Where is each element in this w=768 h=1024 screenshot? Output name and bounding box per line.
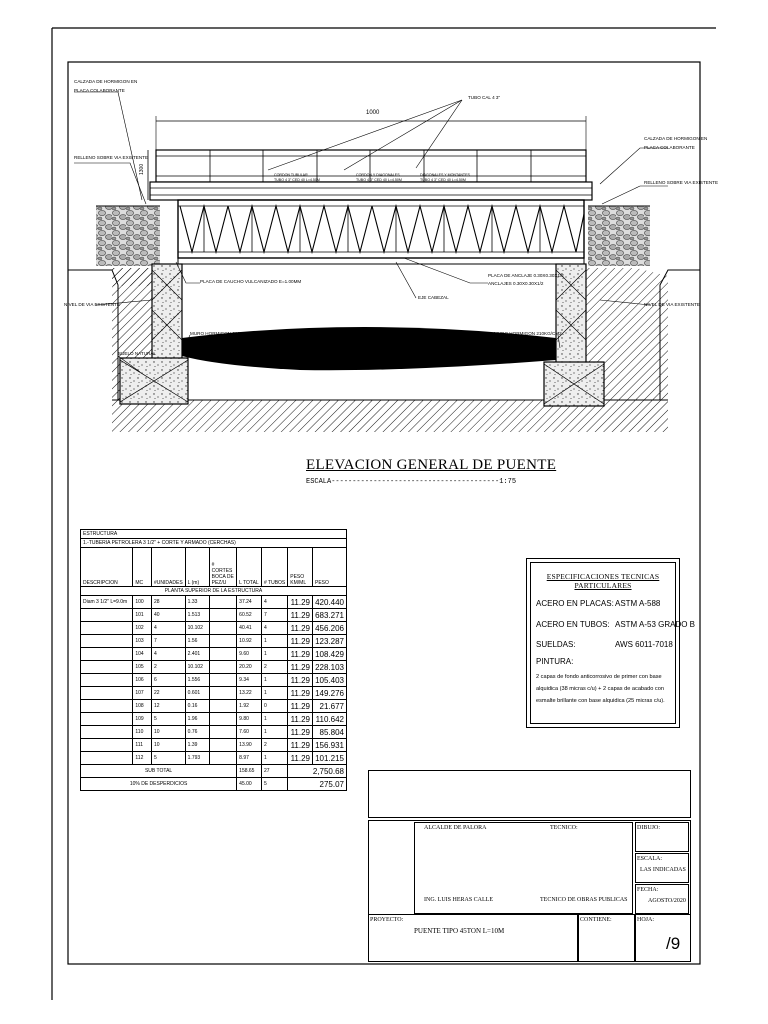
table-cell: [209, 752, 237, 765]
row-description: [81, 609, 133, 622]
table-cell: 11.29: [288, 752, 313, 765]
table-row: [81, 635, 347, 648]
table-header-row: [81, 548, 347, 587]
table-cell: 149.276: [313, 687, 347, 700]
specifications-inner: [530, 562, 696, 724]
table-cell: 13.90: [237, 739, 262, 752]
table-cell: 0.76: [185, 726, 209, 739]
table-cell: 4: [152, 622, 186, 635]
table-cell: 10.92: [237, 635, 262, 648]
table-cell: [209, 635, 237, 648]
table-cell: 6: [152, 674, 186, 687]
col-header: # CORTES BOCA DE PEZ/U: [209, 548, 237, 587]
table-cell: [209, 687, 237, 700]
table-cell: 106: [133, 674, 152, 687]
alcalde-label: ALCALDE DE PALORA: [424, 825, 487, 831]
drawing-title: ELEVACION GENERAL DE PUENTE: [306, 457, 557, 473]
total-label: 10% DE DESPERDICIOS: [81, 778, 237, 791]
col-header: L TOTAL: [237, 548, 262, 587]
table-cell: 1: [261, 648, 287, 661]
label-cordon-1: [274, 174, 320, 182]
table-cell: 13.22: [237, 687, 262, 700]
total-ltotal: 158.65: [237, 765, 262, 778]
label-placa-caucho: PLACA DE CAUCHO VULCANIZADO E=1.00MM: [200, 279, 302, 284]
label-line: DIAGONALES Y MONTANTES: [420, 173, 470, 177]
table-cell: 10: [152, 739, 186, 752]
table-cell: 111: [133, 739, 152, 752]
table-cell: 1.39: [185, 739, 209, 752]
table-cell: [209, 648, 237, 661]
table-cell: 9.80: [237, 713, 262, 726]
spec-label: SUELDAS:: [536, 640, 576, 649]
spec-label: ACERO EN TUBOS:: [536, 620, 610, 629]
table-cell: 1.793: [185, 752, 209, 765]
label-line: CALZADA DE HORMIGON EN: [74, 79, 138, 84]
table-cell: [209, 674, 237, 687]
col-header: L (m): [185, 548, 209, 587]
table-cell: 10.102: [185, 622, 209, 635]
table-cell: 2: [152, 661, 186, 674]
table-cell: 7: [152, 635, 186, 648]
row-description: Diam 3 1/2" L=9.0m: [81, 596, 133, 609]
total-ltotal: 45.00: [237, 778, 262, 791]
ing-name: ING. LUIS HERAS CALLE: [424, 897, 493, 903]
label-line: PLACA DE ANCLAJE 0.30X0.30X1/2: [488, 273, 564, 278]
label-relleno-right: RELLENO SOBRE VIA EXISTENTE: [644, 180, 719, 185]
row-description: [81, 687, 133, 700]
row-description: [81, 648, 133, 661]
table-cell: 1.56: [185, 635, 209, 648]
table-row: [81, 752, 347, 765]
table-cell: [209, 726, 237, 739]
span-dimension: 1000: [366, 110, 380, 116]
table-cell: 40: [152, 609, 186, 622]
table-cell: 4: [261, 622, 287, 635]
label-tubo: TUBO CAL 4 3": [468, 95, 501, 100]
table-cell: 110: [133, 726, 152, 739]
total-tubos: 27: [261, 765, 287, 778]
table-cell: 11.29: [288, 739, 313, 752]
fecha-value: AGOSTO/2020: [648, 898, 686, 904]
row-description: [81, 713, 133, 726]
table-row: [81, 700, 347, 713]
row-description: [81, 622, 133, 635]
table-cell: 2.401: [185, 648, 209, 661]
table-row: [81, 661, 347, 674]
table-cell: 105: [133, 661, 152, 674]
row-description: [81, 752, 133, 765]
table-cell: 101: [133, 609, 152, 622]
table-cell: 11.29: [288, 648, 313, 661]
table-cell: 20.20: [237, 661, 262, 674]
table-cell: 1.92: [237, 700, 262, 713]
table-cell: 103: [133, 635, 152, 648]
table-cell: 100: [133, 596, 152, 609]
label-cordon-3: [420, 174, 470, 182]
table-cell: 123.287: [313, 635, 347, 648]
label-line: ANCLAJES 0.30X0.30X1/2: [488, 280, 544, 286]
table-cell: 7.60: [237, 726, 262, 739]
total-label: SUB TOTAL: [81, 765, 237, 778]
col-header: # TUBOS: [261, 548, 287, 587]
table-cell: 12: [152, 700, 186, 713]
quantity-table: [80, 529, 347, 791]
table-cell: 28: [152, 596, 186, 609]
table-cell: 37.24: [237, 596, 262, 609]
table-cell: 2: [261, 661, 287, 674]
table-cell: 109: [133, 713, 152, 726]
proyecto-value: PUENTE TIPO 45TON L=10M: [414, 927, 505, 935]
row-description: [81, 739, 133, 752]
row-description: [81, 635, 133, 648]
label-suelo: SUELO NATURAL: [118, 351, 156, 356]
table-row: [81, 726, 347, 739]
table-cell: 7: [261, 609, 287, 622]
row-description: [81, 726, 133, 739]
label-line: TUBO 4 3" CED 40 L=4.50M: [356, 177, 402, 182]
label-muro-left: MURO HORMIGON 210KG/CM2: [190, 331, 258, 336]
table-cell: 108: [133, 700, 152, 713]
table-cell: [209, 609, 237, 622]
table-cell: 110.642: [313, 713, 347, 726]
spec-label: ACERO EN PLACAS:: [536, 599, 614, 608]
table-cell: 105.403: [313, 674, 347, 687]
table-cell: 1: [261, 752, 287, 765]
dibujo-label: DIBUJO:: [637, 825, 661, 831]
label-line: TUBO 4 3" CED 40 L=4.50M: [274, 177, 320, 182]
table-cell: 1.33: [185, 596, 209, 609]
table-cell: 2: [261, 739, 287, 752]
table-cell: 0.601: [185, 687, 209, 700]
table-cell: 11.29: [288, 622, 313, 635]
col-header: DESCRIPCION: [81, 548, 133, 587]
scale-value: 1:75: [499, 478, 517, 486]
spec-value: ASTM A-53 GRADO B: [615, 620, 696, 629]
table-cell: 11.29: [288, 687, 313, 700]
table-cell: 11.29: [288, 674, 313, 687]
row-description: [81, 661, 133, 674]
table-cell: 40.41: [237, 622, 262, 635]
table-cell: 11.29: [288, 661, 313, 674]
subtotal-row: [81, 765, 347, 778]
table-cell: 1: [261, 726, 287, 739]
table-cell: 456.206: [313, 622, 347, 635]
table-row: [81, 687, 347, 700]
specifications-title: ESPECIFICACIONES TECNICAS PARTICULARES: [546, 572, 660, 590]
label-relleno-left: RELLENO SOBRE VIA EXISTENTE: [74, 155, 149, 160]
table-cell: [209, 713, 237, 726]
titleblock-header: [368, 770, 691, 818]
table-cell: 9.60: [237, 648, 262, 661]
spec-value: ASTM A-588: [615, 599, 661, 608]
hoja-value: /9: [666, 934, 681, 953]
specifications-box: [526, 558, 696, 728]
spec-label: PINTURA:: [536, 657, 574, 666]
table-row: [81, 609, 347, 622]
table-subheader: PLANTA SUPERIOR DE LA ESTRUCTURA: [81, 587, 347, 596]
label-calzada-right: [644, 137, 707, 150]
table-cell: 5: [152, 713, 186, 726]
table-cell: 228.103: [313, 661, 347, 674]
table-cell: 10.102: [185, 661, 209, 674]
table-cell: 107: [133, 687, 152, 700]
table-cell: 4: [152, 648, 186, 661]
waste-row: [81, 778, 347, 791]
table-cell: 104: [133, 648, 152, 661]
scale-prefix: ESCALA: [306, 478, 332, 486]
table-cell: 5: [152, 752, 186, 765]
label-line: CORDON Y DIAGONALES: [356, 173, 400, 177]
label-cordon-2: [356, 174, 402, 182]
table-cell: 1.96: [185, 713, 209, 726]
table-row: [81, 648, 347, 661]
table-cell: 1: [261, 713, 287, 726]
label-nivel-right: NIVEL DE VIA EXISTENTE: [644, 302, 700, 307]
table-row: [81, 739, 347, 752]
total-peso: 2,750.68: [288, 765, 347, 778]
table-item: 1.-TUBERIA PETROLERA 3 1/2" + CORTE Y ARMADO (CERCHAS): [81, 539, 347, 548]
table-cell: 1: [261, 635, 287, 648]
total-tubos: 5: [261, 778, 287, 791]
contiene-label: CONTIENE:: [580, 917, 612, 923]
table-cell: 11.29: [288, 635, 313, 648]
table-cell: 1.556: [185, 674, 209, 687]
table-cell: 22: [152, 687, 186, 700]
label-line: CALZADA DE HORMIGON EN: [644, 136, 708, 141]
height-dimension: 1300: [139, 163, 145, 175]
escala-value: LAS INDICADAS: [640, 867, 686, 873]
table-cell: 420.440: [313, 596, 347, 609]
label-placa-anclaje: [488, 274, 564, 286]
spec-value: AWS 6011-7018: [615, 640, 673, 649]
col-header: MC: [133, 548, 152, 587]
table-cell: [209, 661, 237, 674]
table-cell: 11.29: [288, 713, 313, 726]
table-cell: 11.29: [288, 700, 313, 713]
table-cell: 683.271: [313, 609, 347, 622]
row-description: [81, 674, 133, 687]
label-eje-cabezal: EJE CABEZAL: [418, 295, 449, 300]
label-line: CORDON TUBULAR: [274, 173, 308, 177]
label-line: TUBO 4 3" CED 40 L=4.50M: [420, 177, 466, 182]
table-cell: 112: [133, 752, 152, 765]
table-cell: 11.29: [288, 609, 313, 622]
table-cell: 11.29: [288, 596, 313, 609]
total-peso: 275.07: [288, 778, 347, 791]
table-cell: 108.429: [313, 648, 347, 661]
hoja-label: HOJA:: [637, 917, 655, 923]
table-cell: [209, 622, 237, 635]
table-cell: 1: [261, 687, 287, 700]
spec-note: 2 capas de fondo anticorrosivo de primer con base alquidica (38 micras c/u) + 2 capas de acabado con esmalte brillante con base alquidica (25 micras c/u).: [536, 674, 665, 704]
label-line: PLACA COLABORANTE: [644, 144, 695, 150]
table-row: [81, 713, 347, 726]
table-row: [81, 674, 347, 687]
table-cell: 8.97: [237, 752, 262, 765]
label-line: PLACA COLABORANTE: [74, 87, 125, 93]
escala-label: ESCALA:: [637, 856, 663, 862]
table-cell: 102: [133, 622, 152, 635]
table-cell: 85.804: [313, 726, 347, 739]
table-cell: [209, 739, 237, 752]
table-cell: 1: [261, 674, 287, 687]
label-muro-right: MURO HORMIGON 210KG/CM2: [494, 331, 562, 336]
table-row: [81, 622, 347, 635]
scale-dashes: ----------------------------------------: [331, 478, 500, 486]
drawing-scale: [306, 478, 516, 486]
table-row: [81, 596, 347, 609]
col-header: PESO KM/ML: [288, 548, 313, 587]
table-cell: 21.677: [313, 700, 347, 713]
label-calzada-left: [74, 80, 137, 93]
tecnico-label: TECNICO:: [550, 825, 578, 831]
table-section: ESTRUCTURA: [81, 530, 347, 539]
col-header: PESO: [313, 548, 347, 587]
fecha-label: FECHA:: [637, 887, 659, 893]
table-cell: 0.16: [185, 700, 209, 713]
tecnico-obras: TECNICO DE OBRAS PUBLICAS: [540, 897, 628, 903]
col-header: #UNIDADES: [152, 548, 186, 587]
table-cell: 60.52: [237, 609, 262, 622]
table-cell: 0: [261, 700, 287, 713]
table-cell: 101.215: [313, 752, 347, 765]
table-cell: 1.513: [185, 609, 209, 622]
proyecto-label: PROYECTO:: [370, 917, 404, 923]
table-cell: 4: [261, 596, 287, 609]
table-cell: 156.931: [313, 739, 347, 752]
table-cell: [209, 700, 237, 713]
label-nivel-left: NIVEL DE VIA EXISTENTE: [64, 302, 120, 307]
table-cell: 9.34: [237, 674, 262, 687]
table-cell: 11.29: [288, 726, 313, 739]
table-cell: 10: [152, 726, 186, 739]
row-description: [81, 700, 133, 713]
table-cell: [209, 596, 237, 609]
